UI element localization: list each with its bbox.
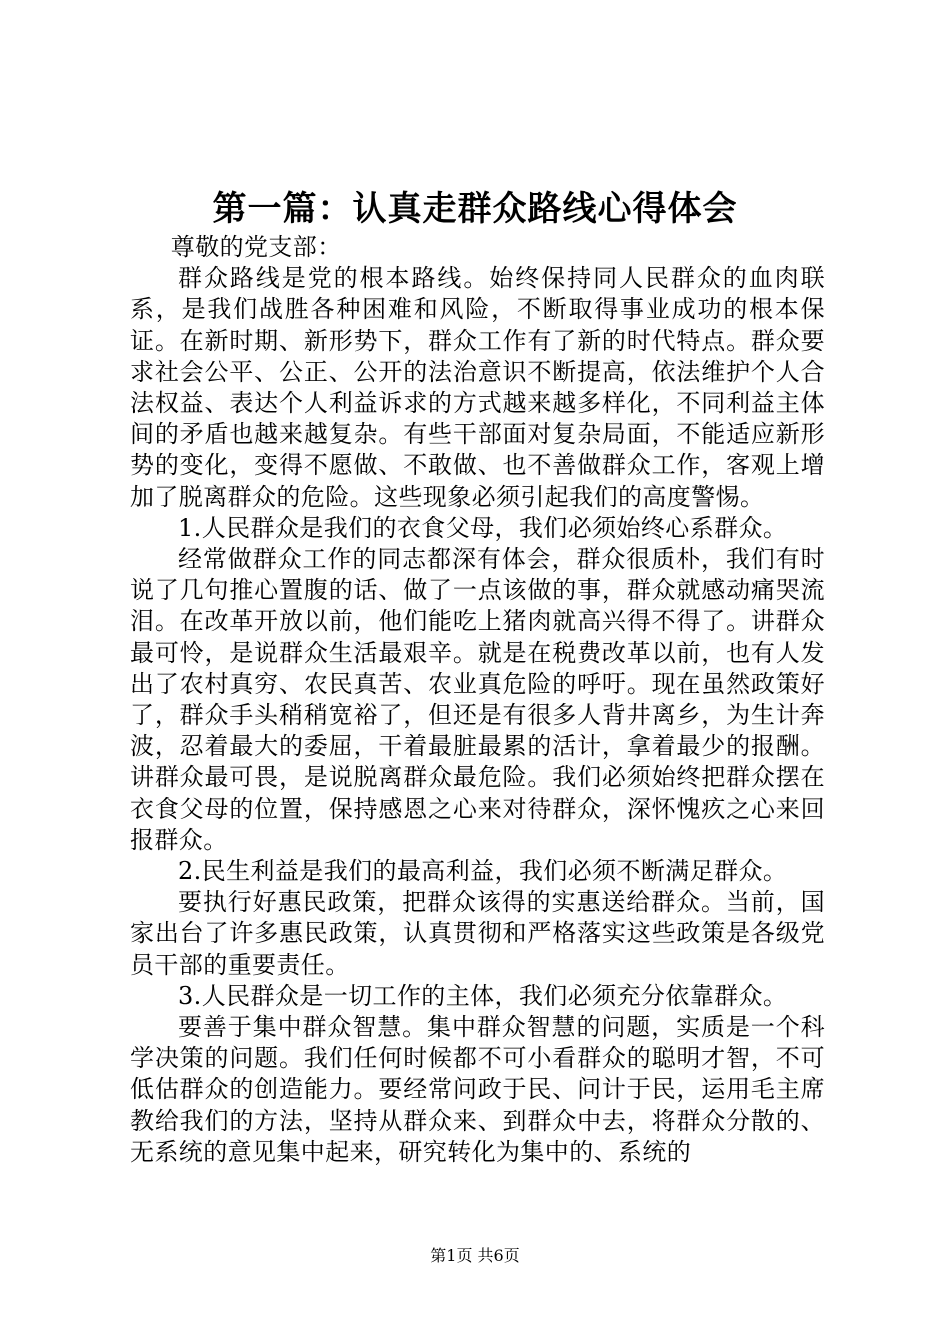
section-heading-2: 2.民生利益是我们的最高利益，我们必须不断满足群众。 [178, 857, 788, 886]
paragraph-section-2: 要执行好惠民政策，把群众该得的实惠送给群众。当前，国家出台了许多惠民政策，认真贯彻和严格落实这些政策是各级党员干部的重要责任。 [130, 888, 825, 979]
paragraph-section-1: 经常做群众工作的同志都深有体会，群众很质朴，我们有时说了几句推心置腹的话、做了一点该做的事，群众就感动痛哭流泪。在改革开放以前，他们能吃上猪肉就高兴得不得了。讲群众最可怜，是说群众生活最艰辛。就是在税费改革以前，也有人发出了农村真穷、农民真苦、农业真危险的呼吁。现在虽然政策好了，群众手头稍稍宽裕了，但还是有很多人背井离乡，为生计奔波，忍着最大的委屈，干着最脏最累的活计，拿着最少的报酬。讲群众最可畏，是说脱离群众最危险。我们必须始终把群众摆在衣食父母的位置，保持感恩之心来对待群众，深怀愧疚之心来回报群众。 [130, 545, 825, 854]
section-heading-3: 3.人民群众是一切工作的主体，我们必须充分依靠群众。 [178, 981, 788, 1010]
document-body [130, 232, 825, 1168]
document-title: 第一篇：认真走群众路线心得体会 [212, 189, 738, 229]
section-heading-1: 1.人民群众是我们的衣食父母，我们必须始终心系群众。 [178, 513, 788, 542]
page-footer: 第1页 共6页 [430, 1246, 520, 1265]
salutation: 尊敬的党支部： [170, 233, 342, 261]
paragraph-section-3: 要善于集中群众智慧。集中群众智慧的问题，实质是一个科学决策的问题。我们任何时候都不可小看群众的聪明才智，不可低估群众的创造能力。要经常问政于民、问计于民，运用毛主席教给我们的方法，坚持从群众来、到群众中去，将群众分散的、无系统的意见集中起来，研究转化为集中的、系统的 [130, 1013, 825, 1166]
paragraph-intro: 群众路线是党的根本路线。始终保持同人民群众的血肉联系，是我们战胜各种困难和风险，不断取得事业成功的根本保证。在新时期、新形势下，群众工作有了新的时代特点。群众要求社会公平、公正、公开的法治意识不断提高，依法维护个人合法权益、表达个人利益诉求的方式越来越多样化，不同利益主体间的矛盾也越来越复杂。有些干部面对复杂局面，不能适应新形势的变化，变得不愿做、不敢做、也不善做群众工作，客观上增加了脱离群众的危险。这些现象必须引起我们的高度警惕。 [130, 264, 825, 511]
